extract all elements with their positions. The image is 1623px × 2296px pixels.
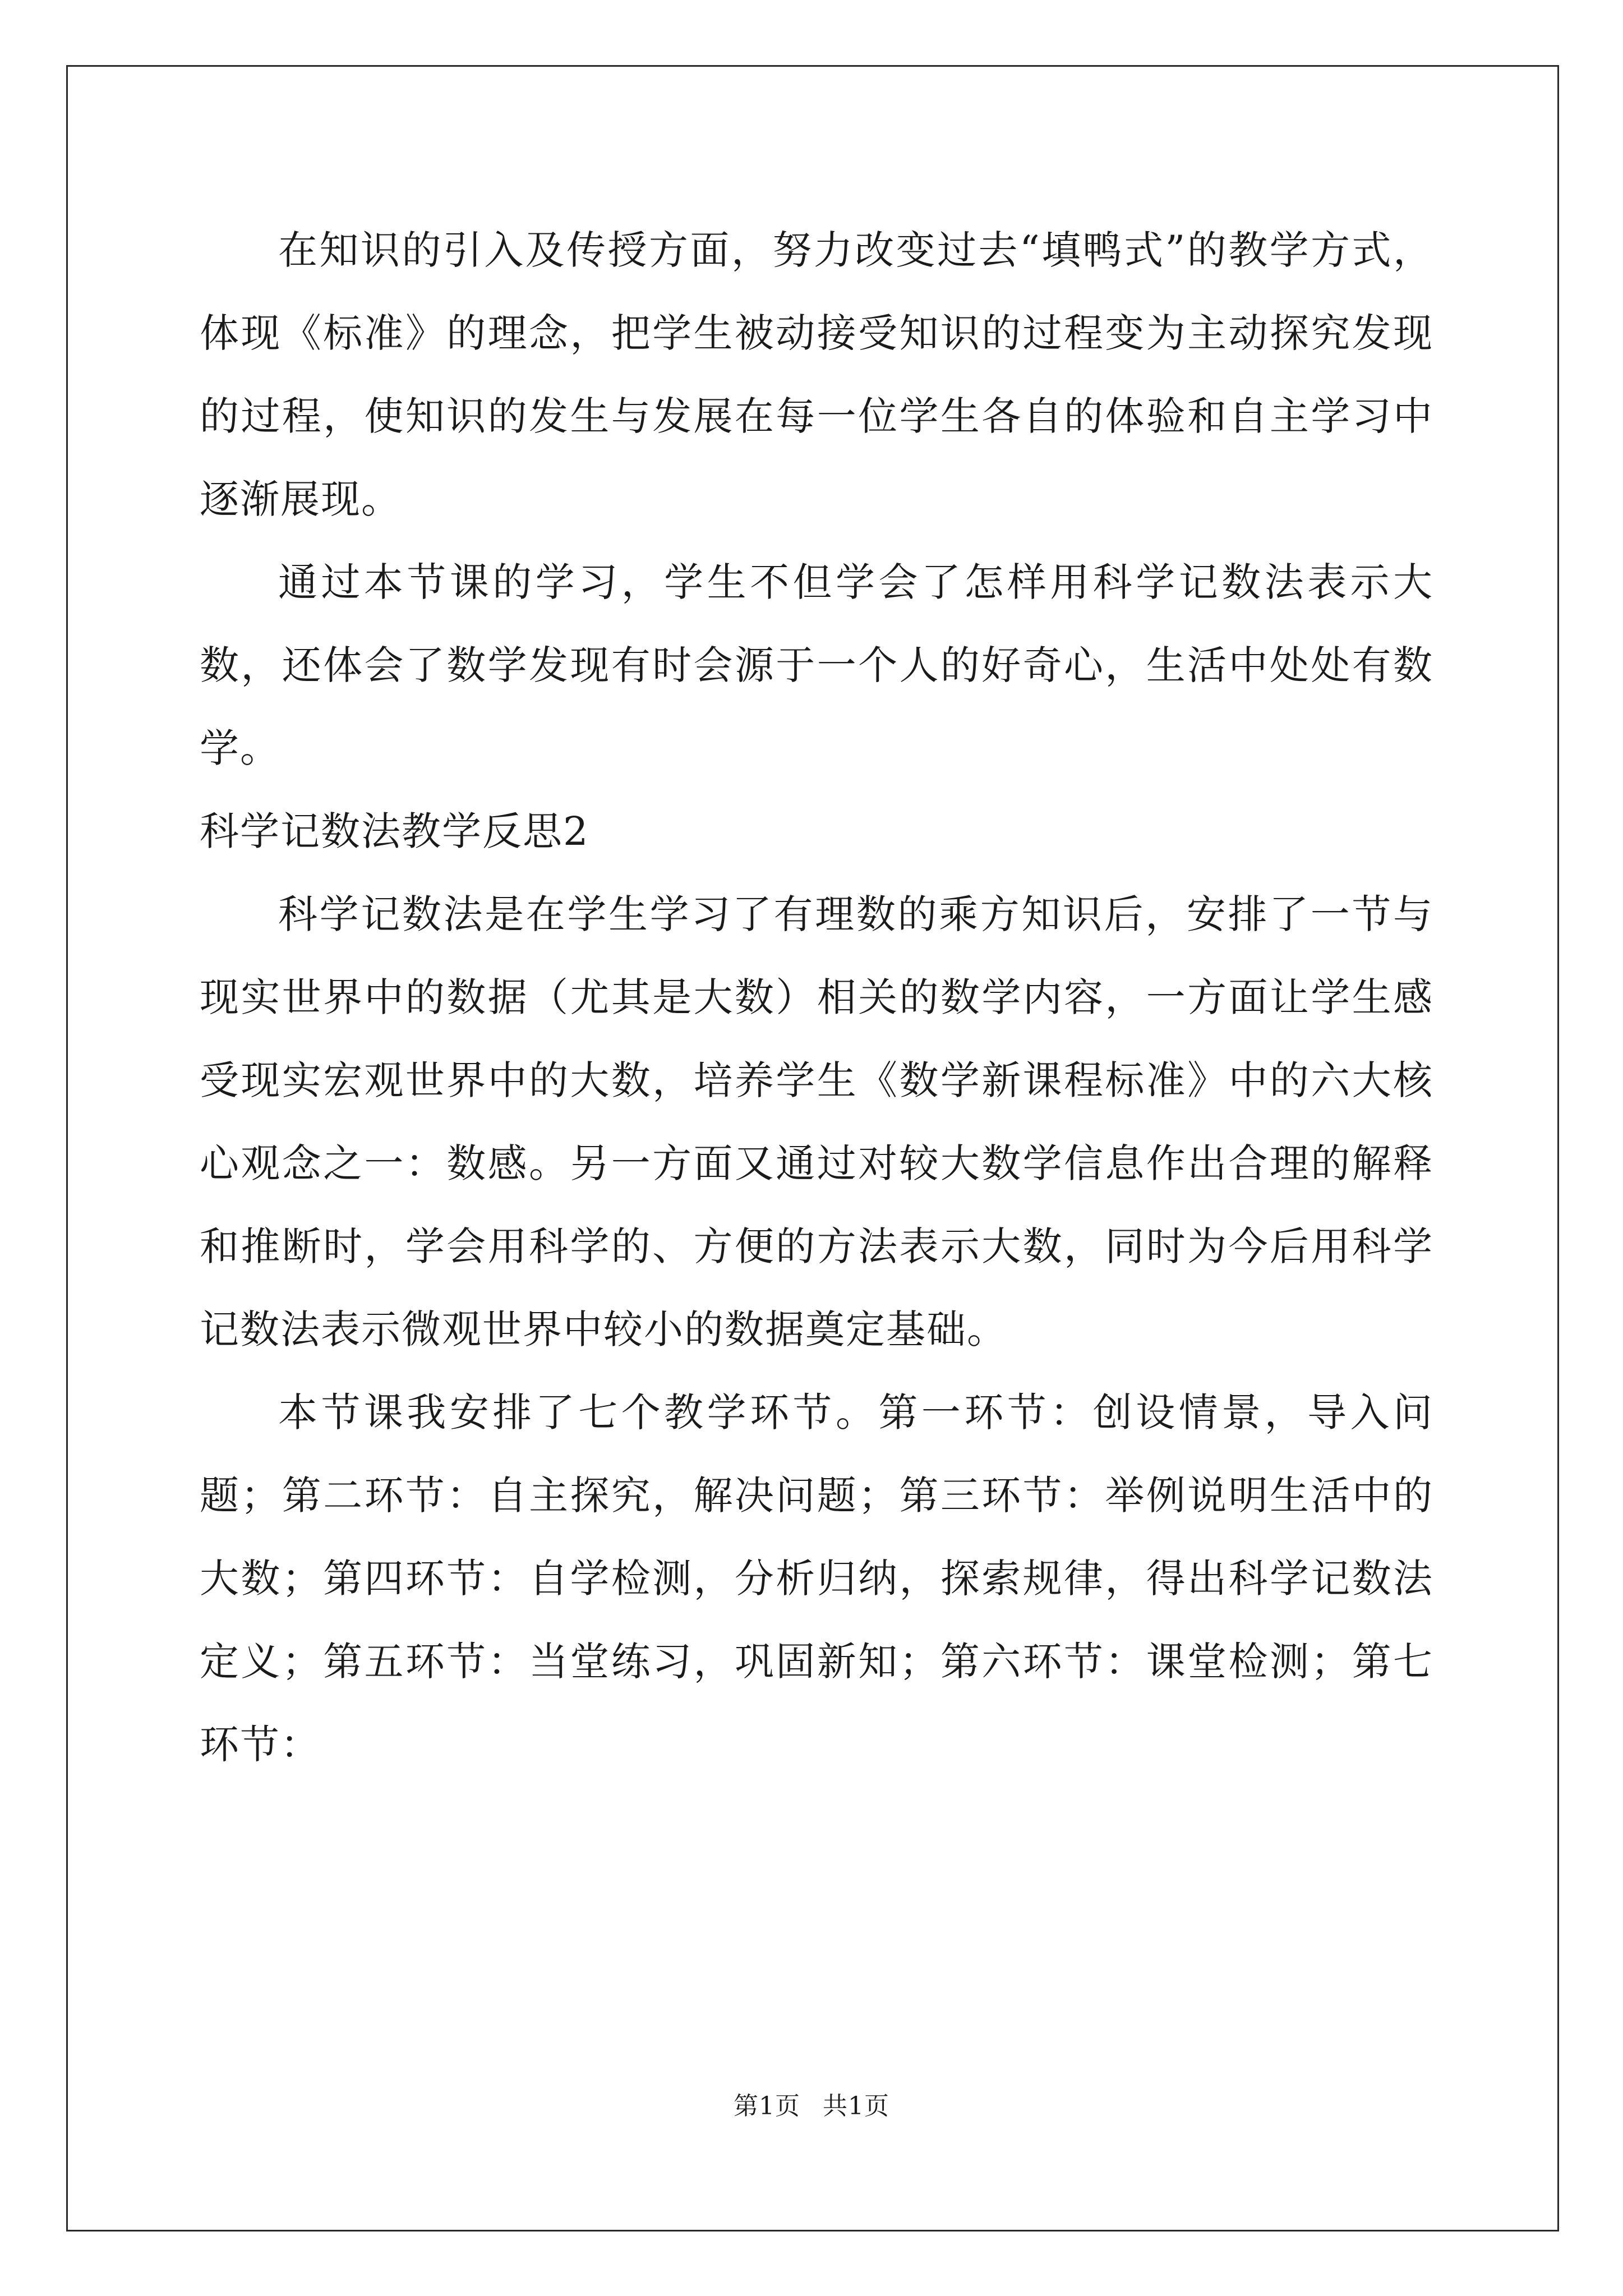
paragraph-3: 科学记数法是在学生学习了有理数的乘方知识后，安排了一节与现实世界中的数据（尤其是大数）相关的数学内容，一方面让学生感受现实宏观世界中的大数，培养学生《数学新课程标准》中的六大核心观念之一：数感。另一方面又通过对较大数学信息作出合理的解释和推断时，学会用科学的、方便的方法表示大数，同时为今后用科学记数法表示微观世界中较小的数据奠定基础。 xyxy=(200,891,1433,1352)
paragraph-4: 本节课我安排了七个教学环节。第一环节：创设情景，导入问题；第二环节：自主探究，解决问题；第三环节：举例说明生活中的大数；第四环节：自学检测，分析归纳，探索规律，得出科学记数法定义；第五环节：当堂练习，巩固新知；第六环节：课堂检测；第七环节： xyxy=(200,1389,1433,1768)
page-footer xyxy=(0,2086,1623,2122)
paragraph-1: 在知识的引入及传授方面，努力改变过去“填鸭式”的教学方式，体现《标准》的理念，把学生被动接受知识的过程变为主动探究发现的过程，使知识的发生与发展在每一位学生各自的体验和自主学习中逐渐展现。 xyxy=(200,227,1433,522)
page-total: 共1页 xyxy=(823,2092,889,2120)
section-heading: 科学记数法教学反思2 xyxy=(200,808,589,854)
page-number: 第1页 xyxy=(734,2092,800,2120)
paragraph-2: 通过本节课的学习，学生不但学会了怎样用科学记数法表示大数，还体会了数学发现有时会源于一个人的好奇心，生活中处处有数学。 xyxy=(200,559,1433,771)
document-body xyxy=(200,209,1433,1786)
